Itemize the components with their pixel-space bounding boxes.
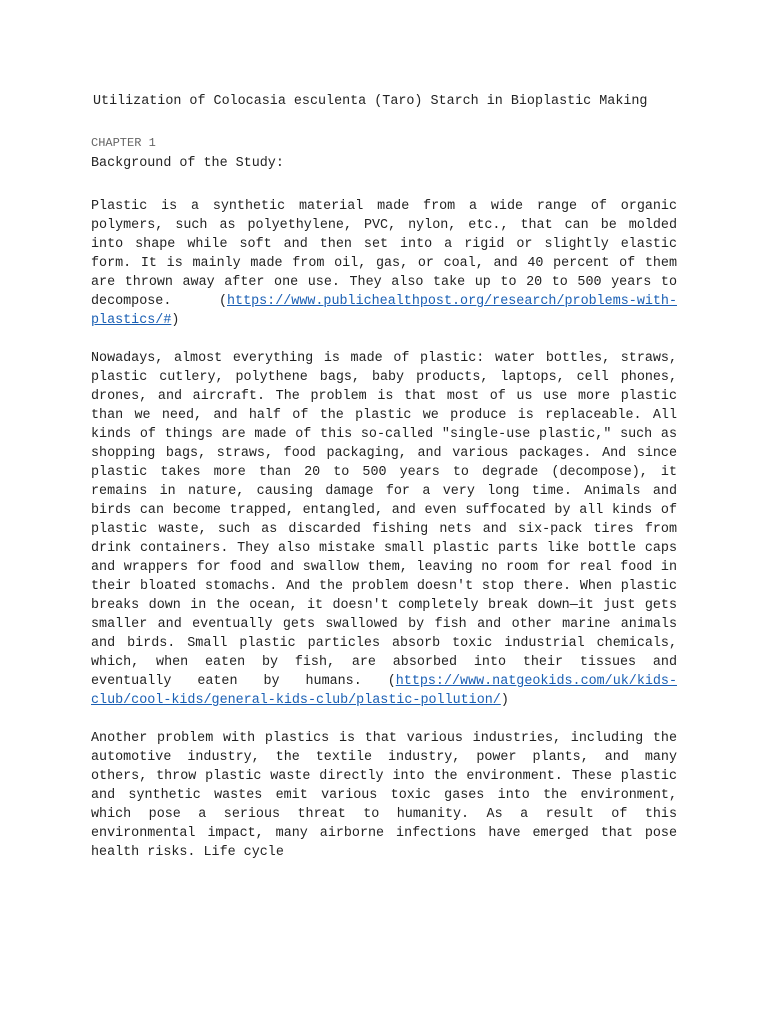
heading-spacer (91, 173, 677, 197)
paragraph-text-end: ) (171, 313, 180, 328)
section-heading: Background of the Study: (91, 156, 284, 171)
document-body (91, 92, 677, 881)
chapter-label: CHAPTER 1 (91, 136, 156, 150)
paragraph-plastic-definition (91, 197, 677, 330)
reference-link[interactable]: https://www.natgeokids.com/uk/kids-club/cool-kids/general-kids-club/plastic-pollution/ (91, 674, 677, 708)
reference-link[interactable]: https://www.publichealthpost.org/research/problems-with-plastics/# (91, 294, 677, 328)
paragraph-industry-waste (91, 729, 677, 862)
document-title: Utilization of Colocasia esculenta (Taro) Starch in Bioplastic Making (93, 94, 648, 109)
paragraph-text-end: ) (500, 693, 509, 708)
paragraph-text: Nowadays, almost everything is made of plastic: water bottles, straws, plastic cutlery, polythene bags, baby products, laptops, cell phones, drones, and aircraft. The problem is that most of us use more plastic than we need, and half of the plastic we produce is replaceable. All kinds of things are made of this so-called "single-use plastic," such as shopping bags, straws, food packaging, and various packages. And since plastic takes more than 20 to 500 years to degrade (decompose), it remains in nature, causing damage for a very long time. Animals and birds can become trapped, entangled, and even suffocated by all kinds of plastic waste, such as discarded fishing nets and six-pack tires from drink containers. They also mistake small plastic parts like bottle caps and wrappers for food and swallow them, leaving no room for real food in their bloated stomachs. And the problem doesn't stop there. When plastic breaks down in the ocean, it doesn't completely break down—it just gets smaller and eventually gets swallowed by fish and other marine animals and birds. Small plastic particles absorb toxic industrial chemicals, which, when eaten by fish, are absorbed into their tissues and eventually eaten by humans. ( (91, 351, 677, 689)
paragraph-plastic-everywhere (91, 349, 677, 710)
paragraph-text: Plastic is a synthetic material made from a wide range of organic polymers, such as polyethylene, PVC, nylon, etc., that can be molded into shape while soft and then set into a rigid or slightly elastic form. It is mainly made from oil, gas, or coal, and 40 percent of them are thrown away after one use. They also take up to 20 to 500 years to decompose. ( (91, 199, 677, 309)
paragraph-text: Another problem with plastics is that various industries, including the automotive industry, the textile industry, power plants, and many others, throw plastic waste directly into the environment. These plastic and synthetic wastes emit various toxic gases into the environment, which pose a serious threat to humanity. As a result of this environmental impact, many airborne infections have emerged that pose health risks. Life cycle (91, 731, 677, 860)
